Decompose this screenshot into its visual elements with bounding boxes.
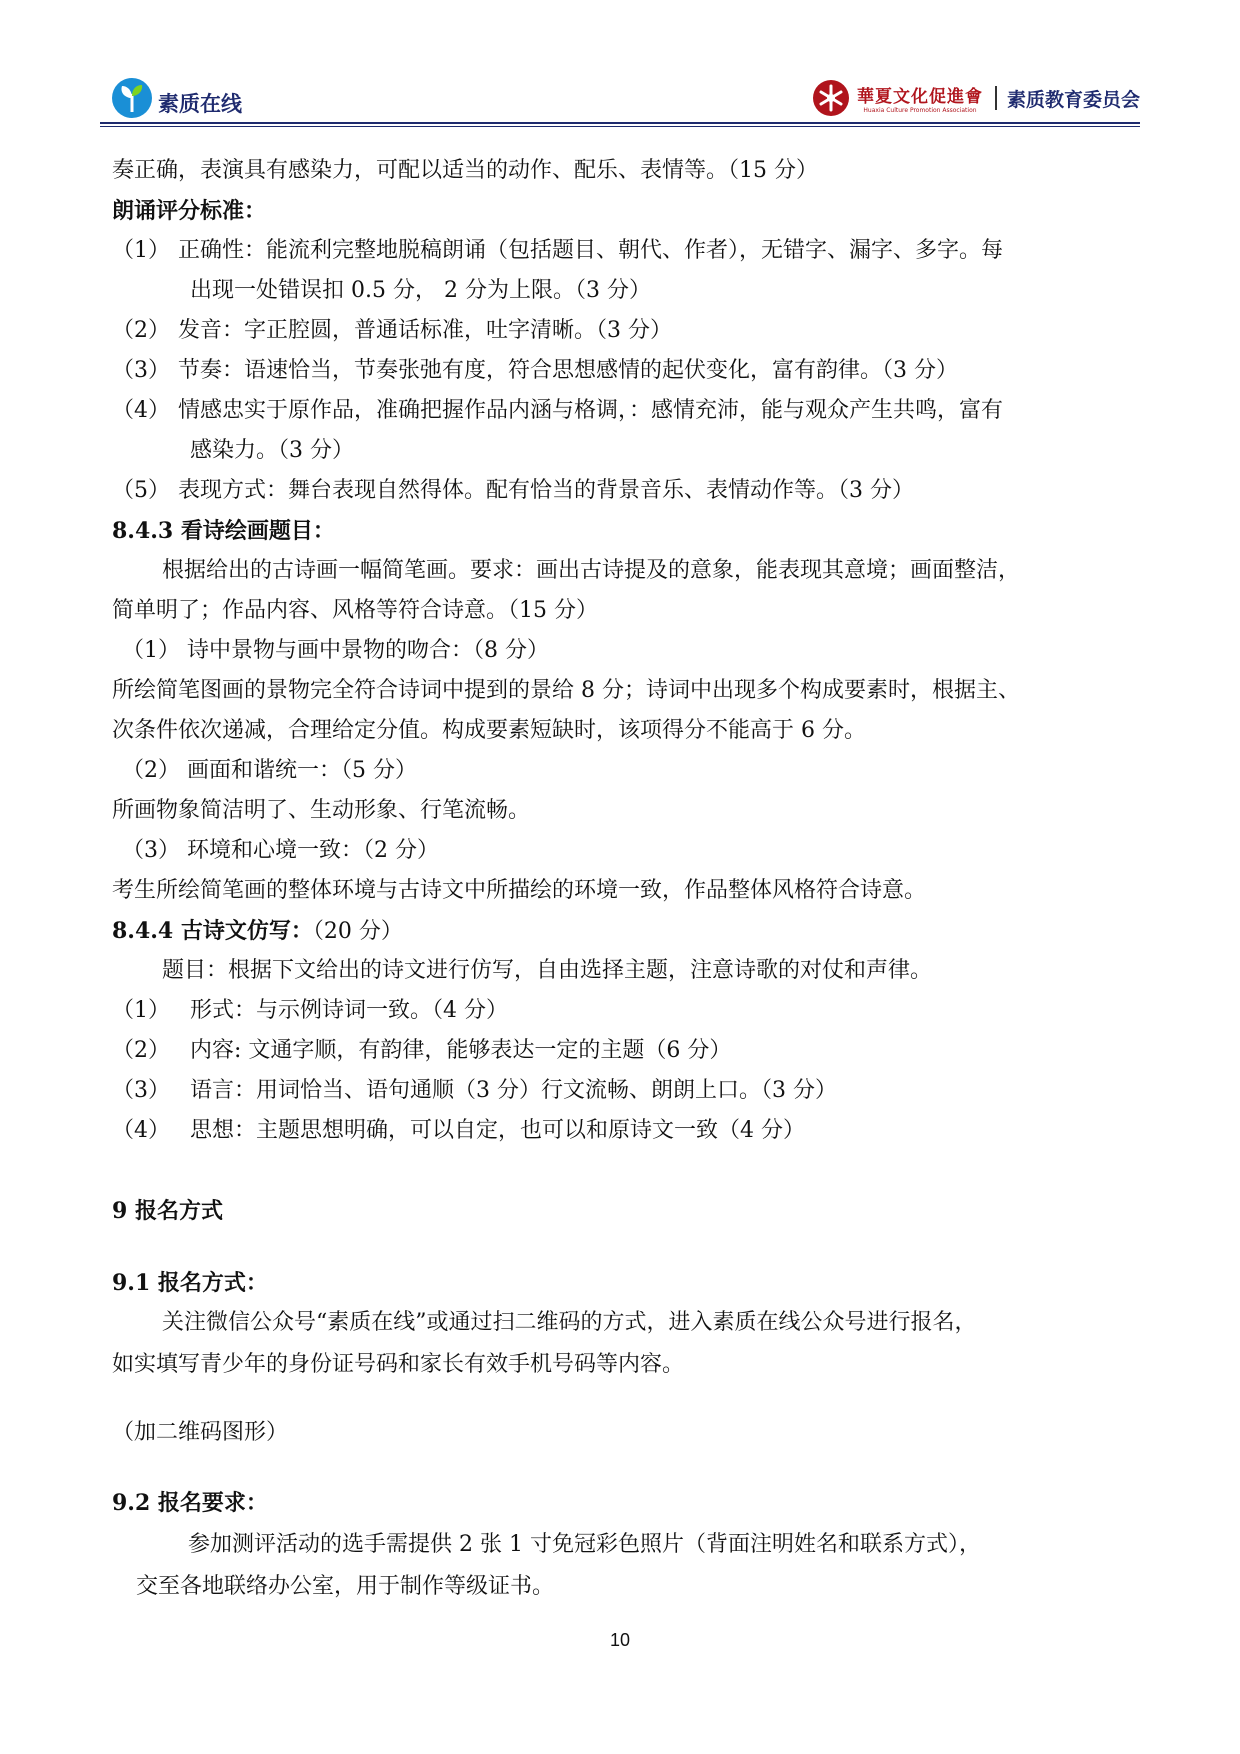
paragraph-line: 交至各地联络办公室，用于制作等级证书。 [136, 1574, 555, 1599]
header-rule-thin [100, 126, 1140, 127]
paragraph-line: 所画物象简洁明了、生动形象、行笔流畅。 [112, 798, 531, 823]
committee-name: 素质教育委员会 [1006, 88, 1140, 111]
list-item [112, 356, 958, 386]
list-text: 节奏：语速恰当，节奏张弛有度，符合思想感情的起伏变化，富有韵律。（3 分） [178, 358, 958, 383]
org-name-en: Huaxia Culture Promotion Association [863, 107, 977, 114]
qr-placeholder: （加二维码图形） [112, 1420, 289, 1445]
list-text: 表现方式：舞台表现自然得体。配有恰当的背景音乐、表情动作等。（3 分） [178, 478, 914, 503]
list-item [112, 996, 508, 1026]
section-heading: 9 报名方式 [112, 1198, 223, 1224]
list-text: 情感忠实于原作品，准确把握作品内涵与格调，：感情充沛，能与观众产生共鸣，富有 [178, 398, 1004, 423]
list-text: 发音：字正腔圆，普通话标准，吐字清晰。（3 分） [178, 318, 672, 343]
paragraph-line: 参加测评活动的选手需提供 2 张 1 寸免冠彩色照片（背面注明姓名和联系方式）， [188, 1532, 981, 1557]
list-item [112, 1036, 731, 1066]
list-number: （1） [112, 998, 170, 1023]
list-item [112, 476, 914, 506]
brand-name: 素质在线 [158, 92, 242, 116]
paragraph-line: 关注微信公众号“素质在线”或通过扫二维码的方式，进入素质在线公众号进行报名， [162, 1310, 977, 1335]
sub-item: （1） 诗中景物与画中景物的吻合：（8 分） [122, 638, 549, 663]
paragraph-line: 所绘简笔图画的景物完全符合诗词中提到的景给 8 分；诗词中出现多个构成要素时，根据主、 [112, 678, 1020, 703]
list-item [112, 1116, 805, 1146]
list-number: （3） [112, 358, 170, 383]
list-item [112, 1076, 837, 1106]
sub-item: （3） 环境和心境一致：（2 分） [122, 838, 439, 863]
list-number: （2） [112, 1038, 170, 1063]
text-line: 感染力。（3 分） [190, 438, 354, 463]
page-number: 10 [609, 1630, 631, 1650]
list-text: 内容: 文通字顺，有韵律，能够表达一定的主题（6 分） [190, 1038, 732, 1063]
paragraph-line: 考生所绘简笔画的整体环境与古诗文中所描绘的环境一致，作品整体风格符合诗意。 [112, 878, 927, 903]
list-text: 思想：主题思想明确，可以自定，也可以和原诗文一致（4 分） [190, 1118, 805, 1143]
list-item [112, 396, 1003, 426]
list-number: （5） [112, 478, 170, 503]
list-number: （1） [112, 238, 170, 263]
list-text: 语言：用词恰当、语句通顺（3 分）行文流畅、朗朗上口。（3 分） [190, 1078, 837, 1103]
list-text: 形式：与示例诗词一致。（4 分） [190, 998, 508, 1023]
org-name-cn: 華夏文化促進會 [856, 87, 983, 107]
list-text: 正确性：能流利完整地脱稿朗诵（包括题目、朝代、作者），无错字、漏字、多字。每 [178, 238, 1004, 263]
flower-seal-icon [811, 78, 851, 118]
text-line: 出现一处错误扣 0.5 分， 2 分为上限。（3 分） [190, 278, 651, 303]
page-header [100, 68, 1140, 122]
list-number: （4） [112, 1118, 170, 1143]
list-number: （4） [112, 398, 170, 423]
section-heading [112, 916, 403, 947]
section-heading: 8.4.3 看诗绘画题目： [112, 518, 335, 544]
paragraph-line: 如实填写青少年的身份证号码和家长有效手机号码等内容。 [112, 1352, 685, 1377]
paragraph-line: 次条件依次递减，合理给定分值。构成要素短缺时，该项得分不能高于 6 分。 [112, 718, 866, 743]
list-item [112, 316, 672, 346]
text-line: 奏正确，表演具有感染力，可配以适当的动作、配乐、表情等。（15 分） [112, 158, 818, 183]
heading-score: （20 分） [312, 919, 403, 944]
paragraph-line: 根据给出的古诗画一幅简笔画。要求：画出古诗提及的意象，能表现其意境；画面整洁， [162, 558, 1021, 583]
list-item [112, 236, 1003, 266]
section-heading: 9.1 报名方式： [112, 1270, 268, 1296]
sub-item: （2） 画面和谐统一：（5 分） [122, 758, 417, 783]
section-heading: 朗诵评分标准： [112, 198, 267, 224]
header-divider [995, 86, 997, 110]
sprout-logo-icon [110, 76, 154, 120]
heading-title: 8.4.4 古诗文仿写： [112, 918, 313, 944]
org-logo [811, 78, 1140, 118]
paragraph-line: 简单明了；作品内容、风格等符合诗意。（15 分） [112, 598, 598, 623]
header-rule [100, 122, 1140, 124]
paragraph-line: 题目：根据下文给出的诗文进行仿写，自由选择主题，注意诗歌的对仗和声律。 [162, 958, 933, 983]
list-number: （3） [112, 1078, 170, 1103]
brand-logo [110, 76, 242, 120]
list-number: （2） [112, 318, 170, 343]
section-heading: 9.2 报名要求： [112, 1490, 268, 1516]
org-name [857, 82, 983, 114]
